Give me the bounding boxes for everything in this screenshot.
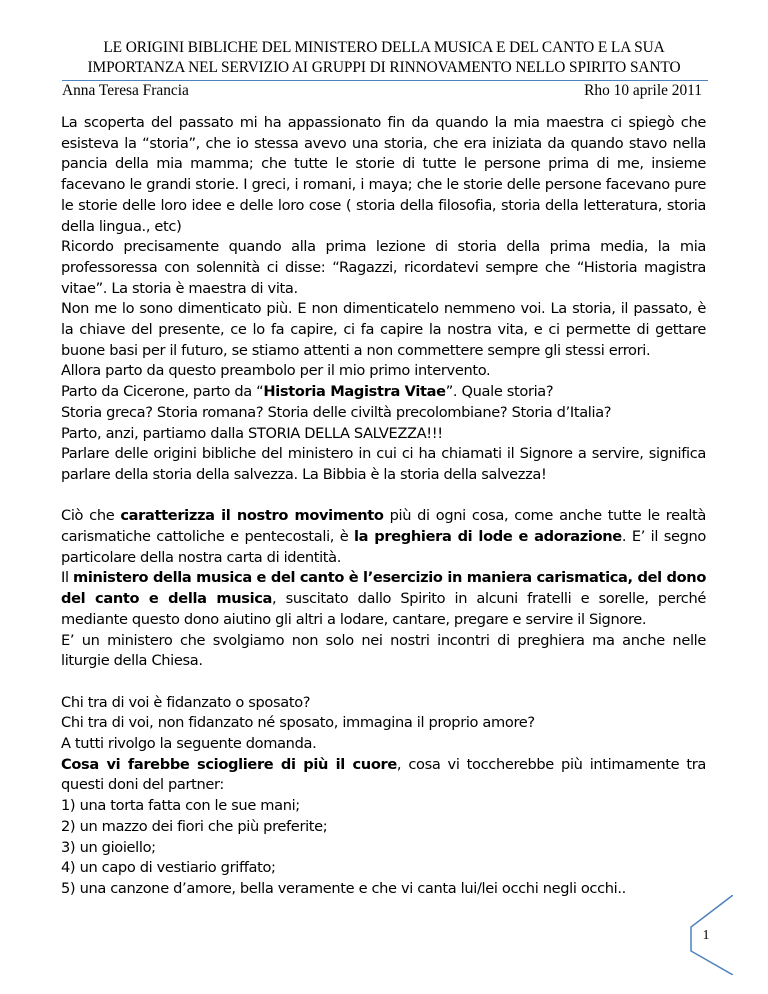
paragraph: Parlare delle origini bibliche del ministero in cui ci ha chiamati il Signore a servire, significa parlare della storia della salvezza. La Bibbia è la storia della salvezza! (61, 445, 706, 483)
paragraph: Storia greca? Storia romana? Storia delle civiltà precolombiane? Storia d’Italia? (61, 403, 612, 421)
page-header-title (60, 38, 708, 78)
page-number: 1 (702, 928, 710, 943)
list-item: 3) un gioiello; (61, 838, 156, 856)
list-item: 2) un mazzo dei fiori che più preferite; (61, 817, 328, 835)
paragraph: Parto, anzi, partiamo dalla STORIA DELLA SALVEZZA!!! (61, 424, 443, 442)
document-body (61, 113, 706, 900)
text-run: , suscitato dallo Spirito in alcuni fratelli e sorelle, perché mediante questo dono aiutino gli altri a lodare, cantare, pregare e servire il Signore. (61, 590, 706, 628)
text-run: Ciò che (61, 507, 121, 525)
paragraph: E’ un ministero che svolgiamo non solo nei nostri incontri di preghiera ma anche nelle liturgie della Chiesa. (61, 631, 706, 670)
bold-text: caratterizza il nostro movimento (120, 507, 384, 525)
text-run: Parto da Cicerone, parto da “ (61, 383, 264, 401)
list-item: 4) un capo di vestiario griffato; (61, 859, 276, 877)
paragraph: Non me lo sono dimenticato più. E non dimenticatelo nemmeno voi. La storia, il passato, è la chiave del presente, ce lo fa capire, ci fa capire la nostra vita, e ci permette di gettare buone basi per il futuro, se stiamo attenti a non commettere sempre gli stessi errori. (61, 300, 706, 359)
list-item: 5) una canzone d’amore, bella veramente e che vi canta lui/lei occhi negli occhi.. (61, 879, 626, 897)
paragraph (61, 382, 706, 403)
paragraph (61, 755, 706, 796)
paragraph: Allora parto da questo preambolo per il mio primo intervento. (61, 362, 491, 380)
bold-text: Cosa vi farebbe sciogliere di più il cuore (61, 755, 397, 773)
paragraph: A tutti rivolgo la seguente domanda. (61, 735, 317, 753)
bold-text: Historia Magistra Vitae (263, 383, 446, 401)
text-run: Il (61, 569, 73, 587)
paragraph: La scoperta del passato mi ha appassionato fin da quando la mia maestra ci spiegò che esisteva la “storia”, che io stessa avevo una storia, che era iniziata da quando stavo nella pancia della mia mamma; che tutte le storie di tutte le persone prima di me, insieme facevano le grandi storie. I greci, i romani, i maya; che le storie delle persone facevano pure le storie delle loro idee e delle loro cose ( storia della filosofia, storia della letteratura, storia della lingua., etc) (61, 114, 706, 235)
header-date: Rho 10 aprile 2011 (584, 82, 702, 99)
bold-text: ministero della musica e del canto è l’esercizio in maniera carismatica, del dono del canto e della musica (61, 569, 706, 608)
paragraph-gap (61, 672, 706, 693)
header-title-line-1: LE ORIGINI BIBLICHE DEL MINISTERO DELLA MUSICA E DEL CANTO E LA SUA (103, 39, 665, 56)
paragraph: Ricordo precisamente quando alla prima lezione di storia della prima media, la mia professoressa con solennità ci disse: “Ragazzi, ricordatevi sempre che “Historia magistra vitae”. La storia è maestra di vita. (61, 238, 706, 297)
paragraph (61, 568, 706, 630)
text-run: ”. Quale storia? (445, 383, 554, 401)
list-item: 1) una torta fatta con le sue mani; (61, 797, 300, 815)
header-title-line-2: IMPORTANZA NEL SERVIZIO AI GRUPPI DI RINNOVAMENTO NELLO SPIRITO SANTO (87, 59, 681, 76)
bold-text: la preghiera di lode e adorazione (354, 528, 622, 546)
paragraph: Chi tra di voi, non fidanzato né sposato, immagina il proprio amore? (61, 714, 535, 732)
paragraph: Chi tra di voi è fidanzato o sposato? (61, 693, 311, 711)
text-run: , cosa vi toccherebbe più intimamente tra questi doni del partner: (61, 755, 706, 794)
text-run: . E’ il segno particolare della nostra carta di identità. (61, 528, 706, 566)
paragraph (61, 506, 706, 568)
paragraph-gap (61, 486, 706, 507)
header-author: Anna Teresa Francia (62, 82, 189, 99)
text-run: più di ogni cosa, come anche tutte le realtà carismatiche cattoliche e pentecostali, è (61, 507, 707, 546)
